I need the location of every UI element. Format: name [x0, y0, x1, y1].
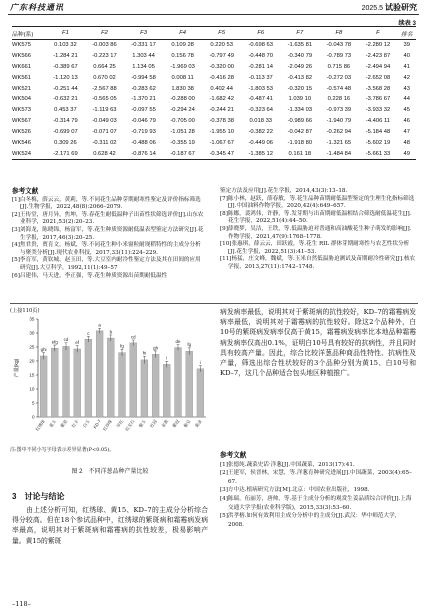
table-cell: -0.046 79 — [131, 118, 156, 125]
table-cell: -0.223 17 — [92, 52, 117, 59]
table-cell: -0.389 67 — [53, 63, 78, 70]
significance-label: fg — [187, 342, 192, 348]
significance-label: efg — [51, 339, 58, 345]
table-cell: 39 — [403, 42, 410, 49]
table-cell: 43 — [403, 85, 410, 92]
table-column-header: F — [358, 27, 397, 40]
references-top-right — [220, 188, 416, 272]
table-cell: -0.876 14 — [124, 148, 163, 159]
references-title: 参考文献 — [12, 187, 39, 195]
reference-item: [1]白冬梅，薛云云，黄莉，等.不同花生品种芽期耐寒性鉴定及评价指标筛选[J].生物学报，2022,48(8):2066–2079. — [12, 196, 201, 211]
y-tick-label: 15 — [29, 372, 35, 378]
table-cell: 0.008 11 — [171, 74, 194, 81]
table-cell: -0.314 79 — [53, 118, 78, 125]
table-cell: -1.321 65 — [326, 139, 352, 146]
table-row — [12, 61, 416, 72]
table-cell: WK521 — [12, 85, 32, 92]
significance-label: i — [199, 360, 201, 366]
table-row — [12, 40, 416, 51]
table-cell: 49 — [397, 148, 416, 159]
reference-item: [8]陈娜，裴鸿伟，许静，等.发芽期与出苗期耐低温相结合筛选耐低温花生[J].花生学报，2022,51(4):44–50. — [220, 210, 412, 225]
table-cell: -0.071 07 — [92, 129, 117, 136]
references-top-left — [12, 188, 206, 280]
table-cell: -0.262 94 — [326, 129, 352, 136]
table-cell: -0.698 63 — [248, 42, 273, 49]
header-rule — [8, 14, 419, 15]
table-cell: -0.632 21 — [53, 96, 78, 103]
reference-item: [3]方中达.植病研究方法[M].北京：中国农业出版社，1998. — [220, 487, 370, 494]
table-column-header: F4 — [163, 27, 202, 40]
table-cell: 0.103 32 — [54, 42, 77, 49]
significance-label: de — [175, 339, 181, 345]
table-cell: 0.109 28 — [171, 42, 194, 49]
table-cell: 44 — [403, 96, 410, 103]
table-row — [12, 94, 416, 105]
table-cell: -0.355 19 — [170, 139, 195, 146]
category-label: 白玉 — [81, 418, 91, 429]
table-cell: -0.281 14 — [248, 63, 273, 70]
table-row — [12, 105, 416, 116]
table-column-header: F7 — [280, 27, 319, 40]
significance-label: gh — [153, 345, 159, 351]
reference-list — [220, 461, 416, 530]
body-text-left: 由上述分析可知，红绣球、黄15、KD–7的主成分分析综合得分较高。但在18个参试品种中，红绣球的紫斑病和霜霉病发病率最高，说明其对于紫斑病和霜霉病的抗性较差，极易影响产量。黄15的紫斑 — [12, 506, 208, 545]
table-cell: -1.370 21 — [131, 96, 156, 103]
reference-item: [2]王传堂，唐月异，焦坤，等.春花生耐低温种子出苗性状筛选评价[J].山东农业科学，2021,53(2):20–23. — [12, 211, 204, 226]
table-cell: 1.134 05 — [132, 63, 155, 70]
table-cell: -1.385 12 — [241, 148, 280, 159]
significance-label: b — [109, 329, 113, 335]
table-cell: -5.602 19 — [365, 139, 391, 146]
table-cell: -0.487 41 — [248, 96, 273, 103]
category-label: 红绣球 — [34, 418, 46, 432]
y-tick-label: 25 — [29, 344, 35, 350]
table-cell: -2.423 87 — [365, 52, 391, 59]
category-label: 紫冠 — [171, 418, 181, 429]
table-cell: -0.323 64 — [248, 107, 273, 114]
table-cell: -0.003 86 — [92, 42, 117, 49]
table-body — [12, 40, 416, 160]
table-cell: -1.284 21 — [53, 52, 78, 59]
bar — [119, 353, 126, 417]
table-cell: -0.340 79 — [287, 52, 313, 59]
table-cell: WK561 — [12, 74, 32, 81]
issue-number: 2025.5 — [361, 5, 384, 12]
table-cell: -3.568 28 — [365, 85, 391, 92]
journal-name: 广东科技通讯 — [10, 2, 64, 12]
bar — [163, 364, 170, 417]
bar — [175, 348, 182, 417]
table-cell: 45 — [403, 107, 410, 114]
table-cell: -2.494 94 — [365, 63, 391, 70]
table-cell: -0.699 07 — [53, 129, 78, 136]
table-cell: 41 — [403, 63, 410, 70]
table-cell: 47 — [403, 129, 410, 136]
table-cell: -1.969 03 — [170, 63, 195, 70]
variety-score-table — [12, 26, 416, 160]
table-cell: -0.272 03 — [326, 74, 352, 81]
table-cell: -1.067 67 — [209, 139, 234, 146]
category-label: 红珍珠 — [101, 418, 114, 432]
table-column-header: F3 — [124, 27, 163, 40]
bar — [152, 354, 159, 417]
y-axis-label: 产量(kg) — [14, 358, 20, 378]
table-cell: -1.051 28 — [170, 129, 195, 136]
y-tick-label: 20 — [29, 358, 35, 364]
category-label: 黄玉 — [48, 418, 58, 429]
table-row — [12, 116, 416, 127]
table-cell: -0.989 66 — [287, 118, 313, 125]
table-cell: -1.682 42 — [209, 96, 234, 103]
table-cell: -1.803 53 — [248, 85, 273, 92]
reference-item: [5]李育军，黄钦城，赵玉田，等.大豆室内耐冷性鉴定方法及其在田间的应用研究[J].大豆科学，1992,11(1):49–57 — [12, 257, 201, 271]
significance-label: cd — [130, 334, 136, 340]
reference-item: [2]王建军，侯晋林，宋慧，等.洋葱育种研究进展[J].中国蔬菜，2003(4):65–67. — [220, 470, 412, 485]
bar — [141, 360, 148, 417]
reference-item: [4]焦君贵，贾育文，杨斌，等.不同花生种小米窗粒耐现稻特性的主成分分析与聚类分析[J].现代农业科技，2017,33(11):224–229. — [12, 242, 201, 256]
table-cell: -2.567 88 — [92, 85, 117, 92]
table-cell: -0.320 15 — [287, 85, 313, 92]
table-cell: -1.635 81 — [287, 42, 313, 49]
table-cell: -1.955 10 — [209, 129, 234, 136]
table-continued-label: 续表 3 — [398, 20, 416, 27]
table-cell: -0.113 37 — [248, 74, 273, 81]
table-cell: WK524 — [12, 148, 46, 159]
table-column-header: F5 — [202, 27, 241, 40]
bar — [107, 338, 114, 417]
reference-item: [7]陈小林，赵跃，薛春敏，等.花生品种苗期耐低温型鉴定的生理生化指标筛选[J].中国油料作物学报，2020,42(4):649–657. — [220, 195, 415, 210]
table-cell: -0.049 03 — [92, 118, 117, 125]
table-column-header: F2 — [85, 27, 124, 40]
table-cell: WK567 — [12, 118, 32, 125]
table-cell: -2.280 12 — [365, 42, 391, 49]
issue-section — [362, 2, 417, 13]
references-bottom — [220, 451, 416, 529]
table-cell: WK575 — [12, 42, 32, 49]
table-cell: -5.661 33 — [358, 148, 397, 159]
table-column-header: 排名 — [397, 27, 416, 40]
category-label: 黄金 — [193, 418, 203, 429]
table-cell: -1.120 13 — [53, 74, 78, 81]
table-cell: 0.018 33 — [249, 118, 273, 125]
table-cell: -4.406 11 — [365, 118, 390, 125]
table-row — [12, 72, 416, 83]
page-number: –118– — [12, 600, 31, 608]
table-cell: 40 — [403, 52, 410, 59]
y-tick-label: 30 — [29, 330, 35, 336]
table-cell: 0.156 78 — [171, 52, 194, 59]
category-label: 金黄 — [160, 418, 170, 429]
reference-item: [9]薛晓梦，吴洁，王铁，等.低温胁迫对普通和高油酸花生种子萌发的影响[J].作物学报，2021,47(9):1768–1778. — [220, 225, 412, 240]
table-cell: -0.973 39 — [326, 107, 352, 114]
table-cell: -0.320 00 — [209, 63, 234, 70]
reference-item: [6]吕建伟，马天进，李正强，等.花生种质资源出苗期耐低温性 — [12, 272, 168, 279]
table-cell: -2.171 69 — [46, 148, 85, 159]
category-label: 红丰 — [70, 418, 80, 429]
table-cell: -1.918 80 — [287, 139, 313, 146]
table-cell: -0.413 82 — [287, 74, 313, 81]
significance-label: a — [98, 322, 101, 328]
yield-bar-chart — [10, 311, 210, 446]
table-cell: -0.565 05 — [92, 96, 117, 103]
bar — [130, 343, 137, 417]
y-tick-label: 0 — [31, 414, 35, 420]
bar — [63, 346, 70, 417]
continued-from-tag: (上接110页) — [10, 308, 40, 314]
table-column-header: F6 — [241, 27, 280, 40]
y-tick-label: 10 — [29, 386, 35, 392]
category-label: KD-7 — [92, 418, 102, 430]
reference-item: [10]张惠琪，薛云云，田跃霞，等.花生 RIL 群体芽期耐寒性与农艺性状分析[J].花生学报，2022,51(3):41–53. — [220, 241, 410, 255]
reference-item: [4]陈瑞，伍丽芳，唐帅，等.基于主成分分析的观赏生姜品质综合评价[J].上海交通大学学报(农业科学版)，2015,33(3):53–60. — [220, 495, 412, 511]
table-cell: -1.484 84 — [319, 148, 358, 159]
table-cell: -1.334 03 — [287, 107, 313, 114]
bar — [96, 331, 103, 417]
category-label: 紫皇 — [182, 418, 192, 429]
table-cell: WK504 — [12, 96, 32, 103]
table-row — [12, 50, 416, 61]
page-header — [0, 0, 427, 14]
table-cell: 0.453 37 — [54, 107, 77, 114]
reference-item: [5]洪孝榕.如何有效利用主成分分析中的主成分[J].武汉：华中师范大学，2008. — [220, 513, 401, 528]
category-label: 紫玉 — [137, 418, 147, 429]
table-cell: -0.244 21 — [209, 107, 234, 114]
table-cell: 0.628 42 — [85, 148, 124, 159]
category-label: 红冠 — [149, 418, 158, 429]
reference-item: [1]张德纯.蔬菜史话·洋葱[J].中国蔬菜，2013(17):41. — [220, 461, 355, 468]
y-tick-label: 5 — [31, 400, 35, 406]
table-cell: -3.786 67 — [365, 96, 391, 103]
table-cell: -0.488 06 — [131, 139, 156, 146]
significance-label: cd — [63, 337, 69, 343]
table-cell: -0.331 17 — [131, 42, 156, 49]
section-name: 试验研究 — [385, 3, 417, 12]
table-row — [12, 127, 416, 138]
table-cell: 0.228 16 — [327, 96, 351, 103]
table-header-row — [12, 27, 416, 40]
table-cell: -0.251 44 — [53, 85, 78, 92]
table-row — [12, 83, 416, 94]
table-cell: 42 — [403, 74, 410, 81]
table-cell: -0.288 00 — [170, 96, 195, 103]
table-cell: 0.715 86 — [327, 63, 351, 70]
category-label: 红宝石 — [124, 418, 136, 432]
bar — [85, 339, 92, 417]
section-divider — [10, 303, 418, 304]
table-cell: -0.345 47 — [202, 148, 241, 159]
table-cell: -0.789 73 — [326, 52, 352, 59]
table-cell: 0.309 26 — [54, 139, 77, 146]
significance-label: ghi — [40, 347, 47, 352]
table-cell: WK573 — [12, 107, 32, 114]
table-cell: -1.119 63 — [92, 107, 117, 114]
table-cell: WK566 — [12, 52, 32, 59]
figure-note: 注:图中不同小写字母表示差异显著(P<0.05)。 — [10, 447, 115, 453]
table-cell: -0.378 38 — [209, 118, 234, 125]
reference-list — [220, 188, 416, 272]
table-cell: 0.161 18 — [280, 148, 319, 159]
table-cell: -0.294 24 — [170, 107, 195, 114]
table-cell: -0.994 58 — [131, 74, 156, 81]
table-cell: 48 — [403, 139, 410, 146]
table-cell: -2.049 26 — [287, 63, 313, 70]
table-cell: 46 — [403, 118, 410, 125]
table-cell: -0.042 87 — [287, 129, 313, 136]
reference-item: [3]刘海龙，陈晓锦，杨富军，等.花生种质资源耐低温表型鉴定方法研究[J].花生学报，2017,46(3):20–25. — [12, 226, 204, 241]
reference-list — [12, 197, 206, 281]
table-cell: WK546 — [12, 139, 32, 146]
table-cell: 1.303 44 — [132, 52, 155, 59]
table-cell: -0.448 70 — [248, 52, 273, 59]
table-cell: -0.705 00 — [170, 118, 195, 125]
significance-label: fg — [120, 343, 124, 349]
table-cell: 0.670 02 — [93, 74, 116, 81]
bar — [40, 356, 47, 417]
table-cell: -0.043 78 — [326, 42, 352, 49]
body-text-right: 病发病率最低，说明其对于紫斑病的抗性较好，KD–7的霜霉病发病率最低，说明其对于霜霉病的抗性较好。除这2个品种外，白10号的紫斑病发病率仅高于黄15，霜霉病发病率比本地品种霜霉病发病率仅高出0.1%，证明白10号具有较好的抗病性，并且同时具有较高产量。因此，综合比较洋葱品种商品性特性、抗病性及产量，筛选出综合性状较好的3个品种分别为黄15、白10号和KD–7，这几个品种适合包头地区种植推广。 — [220, 308, 416, 378]
section-heading: 3 讨论与结论 — [12, 492, 65, 501]
table-cell: -5.184 48 — [365, 129, 391, 136]
significance-label: c — [87, 330, 90, 336]
reference-item: 鉴定方法及应用[J].花生学报，2014,43(3):13–18. — [220, 188, 348, 194]
references-title: 参考文献 — [220, 451, 247, 459]
significance-label: hi — [142, 350, 147, 356]
table-cell: WK526 — [12, 129, 32, 136]
significance-label: i — [166, 355, 168, 361]
bar — [51, 348, 58, 417]
table-cell: -0.719 93 — [131, 129, 156, 136]
reference-item: [11]杨猛，庄文峰，魏斌，等.玉米自然低温胁迫测试及苗期耐冷性研究[J].核农学报，2013,27(11):1742–1748. — [220, 256, 416, 270]
category-label: 早红 — [115, 418, 125, 429]
table-cell: -0.382 22 — [248, 129, 273, 136]
table-cell: -0.097 55 — [131, 107, 156, 114]
table-column-header: 品种(系) — [12, 27, 46, 40]
table-cell: -3.933 32 — [365, 107, 391, 114]
bar — [197, 369, 204, 417]
table-row — [12, 148, 416, 159]
table-cell: -0.574 48 — [326, 85, 352, 92]
table-column-header: F1 — [46, 27, 85, 40]
figure-caption: 图 2 不同洋葱品种产量比较 — [71, 469, 149, 475]
table-row — [12, 138, 416, 149]
table-cell: -0.416 28 — [209, 74, 234, 81]
table-cell: 1.039 10 — [288, 96, 312, 103]
table-cell: -0.187 67 — [163, 148, 202, 159]
table-cell: 0.220 53 — [210, 42, 233, 49]
table-cell: -0.311 02 — [92, 139, 117, 146]
table-cell: WK661 — [12, 63, 32, 70]
bar — [186, 351, 193, 417]
category-label: 紫星 — [59, 418, 69, 429]
table-cell: 0.402 44 — [210, 85, 233, 92]
y-tick-label: 35 — [29, 316, 35, 322]
table-cell: -1.940 79 — [326, 118, 352, 125]
table-cell: 1.830 38 — [171, 85, 194, 92]
table-cell: -2.652 08 — [365, 74, 391, 81]
table-cell: -0.283 62 — [131, 85, 156, 92]
table-cell: 0.664 25 — [93, 63, 116, 70]
bar — [74, 349, 81, 417]
significance-label: ef — [75, 340, 80, 345]
table-cell: -0.449 06 — [248, 139, 273, 146]
table-cell: -0.797 49 — [209, 52, 234, 59]
table-column-header: F8 — [319, 27, 358, 40]
